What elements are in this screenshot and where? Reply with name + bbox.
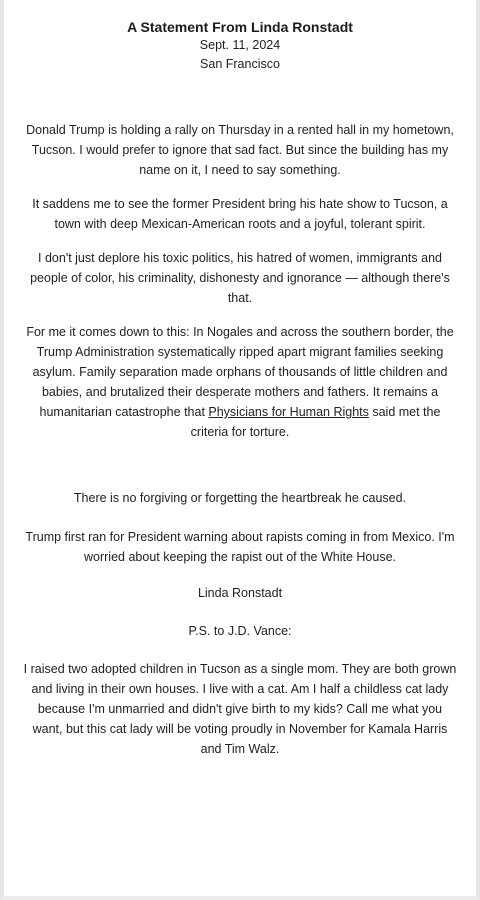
paragraph-heartbreak: There is no forgiving or forgetting the heartbreak he caused. — [73, 491, 407, 505]
statement-header — [22, 18, 458, 74]
paragraph-white-house: Trump first ran for President warning about rapists coming in from Mexico. I'm worried about keeping the rapist out of the White House. — [25, 530, 455, 564]
paragraph-rally: Donald Trump is holding a rally on Thursday in a rented hall in my hometown, Tucson. I would prefer to ignore that sad fact. But since the building has my name on it, I need to say something. — [26, 123, 454, 177]
paragraph-family-separation-text-start: For me it comes down to this: In Nogales and across the southern border, the Trump Administration systematically ripped apart migrant families seeking asylum. Family separation made orphans of thousands of little children and babies, and brutalized their desperate mothers and fathers. It remains a humanitarian catastrophe that — [26, 325, 454, 419]
paragraph-family-separation — [22, 322, 458, 442]
signature: Linda Ronstadt — [197, 586, 283, 600]
statement-title: A Statement From Linda Ronstadt — [127, 19, 353, 35]
physicians-for-human-rights-link[interactable]: Physicians for Human Rights — [208, 405, 369, 419]
statement-date: Sept. 11, 2024 — [199, 38, 281, 52]
statement-body — [22, 120, 458, 759]
paragraph-family-separation-text-end: said met the criteria for torture. — [190, 405, 441, 439]
statement-location: San Francisco — [200, 57, 280, 71]
paragraph-politics: I don't just deplore his toxic politics, his hatred of women, immigrants and people of color, his criminality, dishonesty and ignorance — although there's that. — [30, 251, 450, 305]
paragraph-tucson: It saddens me to see the former President bring his hate show to Tucson, a town with deep Mexican-American roots and a joyful, tolerant spirit. — [32, 197, 448, 231]
paragraph-cat-lady: I raised two adopted children in Tucson as a single mom. They are both grown and living in their own houses. I live with a cat. Am I half a childless cat lady because I'm unmarried and didn't give birth to my kids? Call me what you want, but this cat lady will be voting proudly in November for Kamala Harris and Tim Walz. — [23, 662, 457, 756]
postscript-heading: P.S. to J.D. Vance: — [188, 624, 292, 638]
